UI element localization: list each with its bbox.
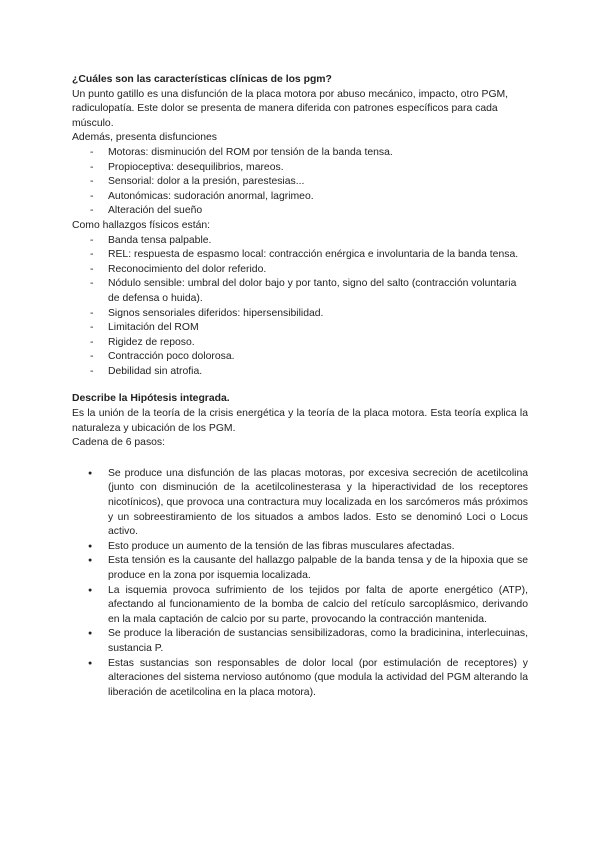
list-item: - Debilidad sin atrofia. bbox=[72, 365, 528, 380]
list-item: ● Estas sustancias son responsables de dolor local (por estimulación de receptores) y alteraciones del sistema nervioso autónomo (que modula la actividad del PGM alterando la liberación de acetilcolina en la placa motora). bbox=[72, 657, 528, 701]
list-item: ● Esto produce un aumento de la tensión de las fibras musculares afectadas. bbox=[72, 540, 528, 555]
list-item: - Sensorial: dolor a la presión, parestesias... bbox=[72, 175, 528, 190]
list-item: - Reconocimiento del dolor referido. bbox=[72, 263, 528, 278]
hallazgos-label: Como hallazgos físicos están: bbox=[72, 219, 211, 231]
list-item: ● Se produce una disfunción de las placas motoras, por excesiva secreción de acetilcolina (junto con disminución de la acetilcolinesterasa y la hiperactividad de los receptores nicotínicos), que provoca una contractura muy localizada en los sarcómeros más próximos y un sobreestiramiento de los situados a ambos lados. Esto se denominó Loci o Locus activo. bbox=[72, 467, 528, 540]
list-item: - Rigidez de reposo. bbox=[72, 336, 528, 351]
list-item: - Contracción poco dolorosa. bbox=[72, 350, 528, 365]
list-item: - Signos sensoriales diferidos: hipersensibilidad. bbox=[72, 307, 528, 322]
list-item: - Autonómicas: sudoración anormal, lagrimeo. bbox=[72, 190, 528, 205]
list-item: - Banda tensa palpable. bbox=[72, 234, 528, 249]
list-item: - Alteración del sueño bbox=[72, 204, 528, 219]
hallazgos-list bbox=[72, 234, 528, 380]
list-spacer bbox=[72, 451, 528, 467]
cadena-label: Cadena de 6 pasos: bbox=[72, 437, 166, 449]
pasos-list bbox=[72, 467, 528, 701]
section1-intro: Un punto gatillo es una disfunción de la placa motora por abuso mecánico, impacto, otro PGM, radiculopatía. Este dolor se presenta de manera diferida con patrones específicos para cada músculo. bbox=[72, 88, 509, 129]
section-spacer bbox=[72, 379, 528, 392]
list-item: ● La isquemia provoca sufrimiento de los tejidos por falta de aporte energético (ATP), afectando al funcionamiento de la bomba de calcio del retículo sarcoplásmico, derivando en la mala captación de calcio por su parte, provocando la contracción mantenida. bbox=[72, 584, 528, 628]
list-item: - Limitación del ROM bbox=[72, 321, 528, 336]
section2-heading: Describe la Hipótesis integrada. bbox=[72, 393, 230, 405]
list-item: ● Se produce la liberación de sustancias sensibilizadoras, como la bradicinina, interlecuinas, sustancia P. bbox=[72, 627, 528, 656]
list-item: - REL: respuesta de espasmo local: contracción enérgica e involuntaria de la banda tensa. bbox=[72, 248, 528, 263]
document-page bbox=[72, 73, 528, 700]
section1-heading: ¿Cuáles son las características clínicas de los pgm? bbox=[72, 74, 332, 85]
list-item: - Motoras: disminución del ROM por tensión de la banda tensa. bbox=[72, 146, 528, 161]
disfunciones-label: Además, presenta disfunciones bbox=[72, 132, 217, 144]
section2-intro: Es la unión de la teoría de la crisis energética y la teoría de la placa motora. Esta teoría explica la naturaleza y ubicación de los PGM. bbox=[72, 408, 528, 434]
disfunciones-list bbox=[72, 146, 528, 219]
list-item: - Propioceptiva: desequilibrios, mareos. bbox=[72, 161, 528, 176]
list-item: ● Esta tensión es la causante del hallazgo palpable de la banda tensa y de la hipoxia que se produce en la zona por isquemia localizada. bbox=[72, 554, 528, 583]
list-item: - Nódulo sensible: umbral del dolor bajo y por tanto, signo del salto (contracción voluntaria de defensa o huida). bbox=[72, 277, 528, 306]
